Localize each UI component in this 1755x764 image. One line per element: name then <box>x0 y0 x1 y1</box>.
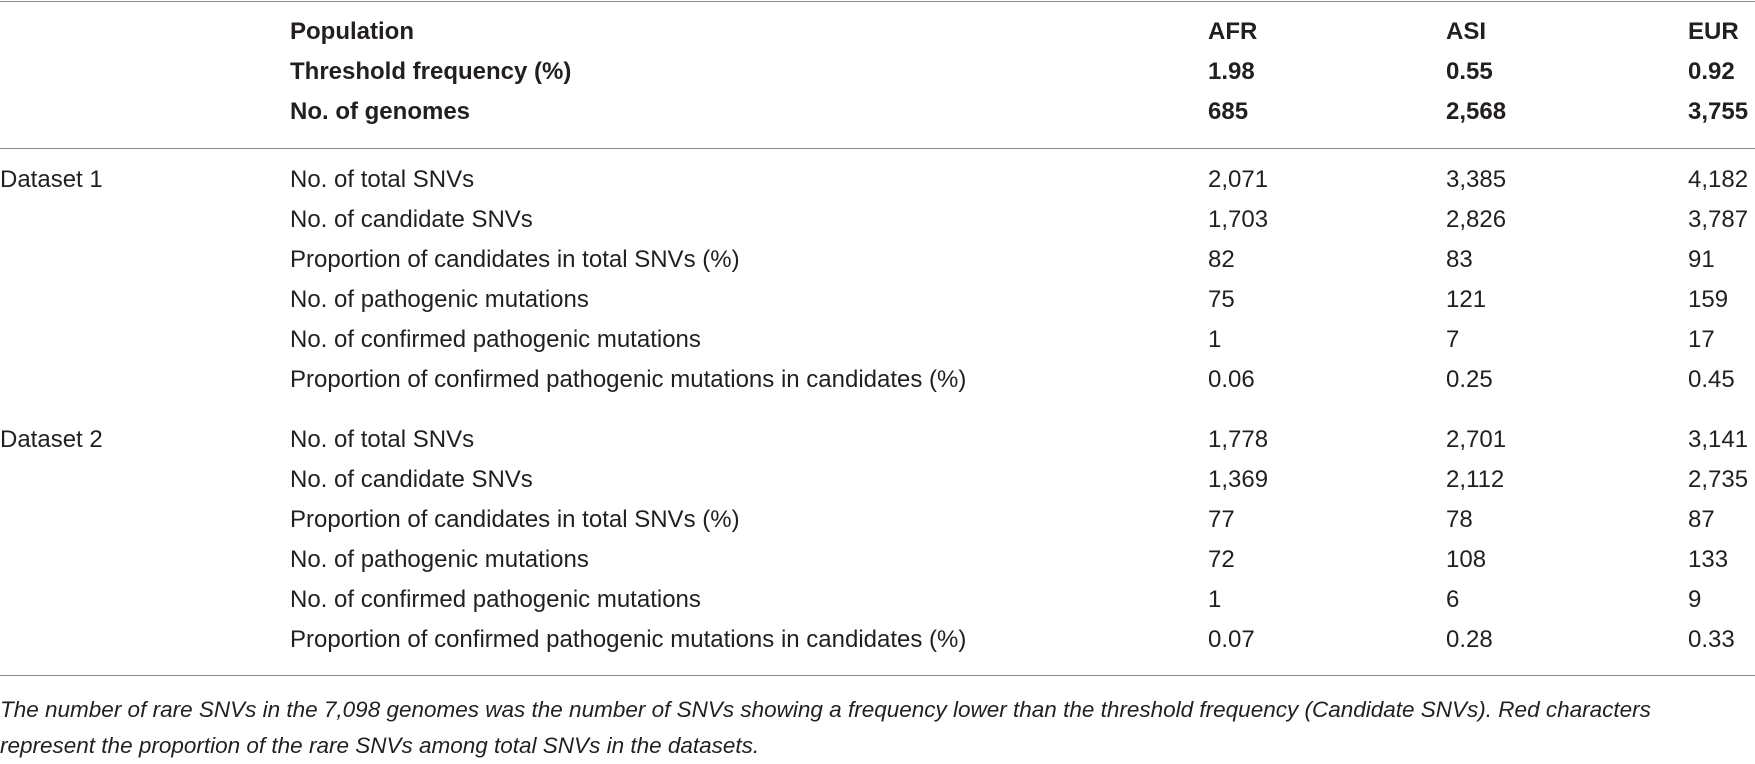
header-rule <box>0 148 1755 149</box>
header-row-threshold <box>0 54 1755 90</box>
asi-value: 7 <box>1446 326 1460 353</box>
table-row <box>0 422 1755 458</box>
header-eur: 3,755 <box>1688 98 1749 125</box>
afr-value: 82 <box>1208 246 1235 273</box>
asi-value: 108 <box>1446 546 1487 573</box>
afr-value: 77 <box>1208 506 1235 533</box>
row-label: No. of candidate SNVs <box>290 466 533 493</box>
table-row <box>0 282 1755 318</box>
afr-value: 1,778 <box>1208 426 1269 453</box>
afr-value: 1 <box>1208 326 1222 353</box>
eur-value: 87 <box>1688 506 1715 533</box>
table-row <box>0 362 1755 398</box>
asi-value: 3,385 <box>1446 166 1507 193</box>
header-asi: ASI <box>1446 18 1487 45</box>
afr-value: 1,703 <box>1208 206 1269 233</box>
afr-value: 72 <box>1208 546 1235 573</box>
row-label: No. of pathogenic mutations <box>290 286 589 313</box>
table-row <box>0 202 1755 238</box>
header-label: No. of genomes <box>290 98 471 125</box>
row-label: Proportion of candidates in total SNVs (%) <box>290 246 740 273</box>
asi-value: 2,112 <box>1446 466 1505 493</box>
eur-value: 159 <box>1688 286 1729 313</box>
asi-value: 2,826 <box>1446 206 1507 233</box>
asi-value: 78 <box>1446 506 1473 533</box>
header-eur: EUR <box>1688 18 1739 45</box>
eur-value: 0.33 <box>1688 626 1735 653</box>
table-row <box>0 622 1755 658</box>
header-asi: 0.55 <box>1446 58 1493 85</box>
header-label: Population <box>290 18 414 45</box>
asi-value: 6 <box>1446 586 1460 613</box>
header-asi: 2,568 <box>1446 98 1507 125</box>
table-row <box>0 242 1755 278</box>
table-row <box>0 162 1755 198</box>
top-rule <box>0 1 1755 2</box>
header-afr: 1.98 <box>1208 58 1255 85</box>
eur-value: 17 <box>1688 326 1715 353</box>
asi-value: 121 <box>1446 286 1487 313</box>
asi-value: 83 <box>1446 246 1473 273</box>
table-row <box>0 582 1755 618</box>
eur-value: 3,787 <box>1688 206 1749 233</box>
eur-value: 0.45 <box>1688 366 1735 393</box>
dataset-name: Dataset 1 <box>0 166 103 193</box>
header-row-genomes <box>0 94 1755 130</box>
asi-value: 2,701 <box>1446 426 1507 453</box>
eur-value: 133 <box>1688 546 1729 573</box>
table-row <box>0 462 1755 498</box>
table-row <box>0 322 1755 358</box>
footnote-line-2: represent the proportion of the rare SNVs among total SNVs in the datasets. <box>0 733 760 758</box>
header-afr: 685 <box>1208 98 1249 125</box>
row-label: No. of total SNVs <box>290 426 475 453</box>
row-label: Proportion of confirmed pathogenic mutations in candidates (%) <box>290 366 967 393</box>
row-label: No. of confirmed pathogenic mutations <box>290 326 701 353</box>
table-row <box>0 502 1755 538</box>
table-row <box>0 542 1755 578</box>
eur-value: 3,141 <box>1688 426 1749 453</box>
dataset-name: Dataset 2 <box>0 426 103 453</box>
row-label: Proportion of candidates in total SNVs (%) <box>290 506 740 533</box>
row-label: Proportion of confirmed pathogenic mutations in candidates (%) <box>290 626 967 653</box>
header-eur: 0.92 <box>1688 58 1735 85</box>
row-label: No. of total SNVs <box>290 166 475 193</box>
afr-value: 0.07 <box>1208 626 1255 653</box>
footnote-line-1: The number of rare SNVs in the 7,098 genomes was the number of SNVs showing a frequency lower than the threshold frequency (Candidate SNVs). Red characters <box>0 697 1651 722</box>
eur-value: 2,735 <box>1688 466 1749 493</box>
row-label: No. of confirmed pathogenic mutations <box>290 586 701 613</box>
header-row-population <box>0 14 1755 50</box>
asi-value: 0.25 <box>1446 366 1493 393</box>
afr-value: 2,071 <box>1208 166 1269 193</box>
afr-value: 1,369 <box>1208 466 1269 493</box>
header-label: Threshold frequency (%) <box>290 58 572 85</box>
eur-value: 91 <box>1688 246 1715 273</box>
eur-value: 4,182 <box>1688 166 1749 193</box>
afr-value: 1 <box>1208 586 1222 613</box>
asi-value: 0.28 <box>1446 626 1493 653</box>
row-label: No. of candidate SNVs <box>290 206 533 233</box>
table-footnote <box>0 692 1755 764</box>
header-afr: AFR <box>1208 18 1258 45</box>
eur-value: 9 <box>1688 586 1702 613</box>
bottom-rule <box>0 675 1755 676</box>
afr-value: 75 <box>1208 286 1235 313</box>
afr-value: 0.06 <box>1208 366 1255 393</box>
row-label: No. of pathogenic mutations <box>290 546 589 573</box>
